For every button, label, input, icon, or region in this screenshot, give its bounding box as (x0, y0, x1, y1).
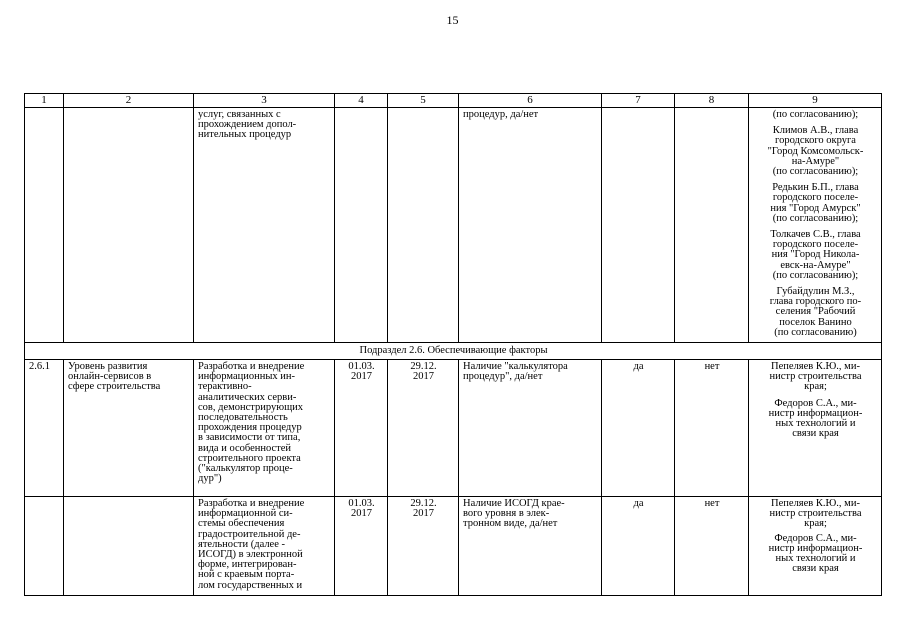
text-line: онлайн-сервисов в (68, 371, 152, 383)
text-line: вида и особенностей (198, 442, 292, 454)
fact-cell: нет (675, 360, 749, 497)
text-line: стемы обеспечения (198, 518, 285, 530)
activity-cell (194, 108, 335, 343)
text-line: Наличие "калькулятора (463, 361, 568, 372)
column-number: 5 (388, 94, 459, 108)
text-line: Федоров С.А., ми- (774, 397, 857, 409)
text-line: (по согласованию) (774, 326, 857, 338)
indicator-cell (64, 360, 194, 497)
criterion-cell (459, 360, 602, 497)
text-line: Федоров С.А., ми- (774, 532, 857, 544)
start-date-cell (335, 360, 388, 497)
text-line: в зависимости от типа, (198, 432, 301, 444)
text-line: лом государственных и (198, 579, 303, 591)
text-line: глава городского по- (769, 296, 862, 308)
plan-cell: да (602, 497, 675, 596)
text-line: 29.12. (410, 361, 437, 372)
text-line: процедур, да/нет (463, 109, 539, 120)
column-number: 2 (64, 94, 194, 108)
text-line: вого уровня в элек- (463, 508, 550, 520)
text-line: Уровень развития (68, 361, 148, 372)
column-number: 8 (675, 94, 749, 108)
text-line: строительного проекта (198, 452, 301, 464)
text-line: "Город Комсомольск- (767, 145, 864, 157)
subsection-row (25, 343, 882, 360)
text-line: Губайдулин М.З., (776, 286, 855, 298)
text-line: Разработка и внедрение (198, 361, 305, 372)
text-line: информационной си- (198, 508, 293, 520)
text-line: Наличие ИСОГД крае- (463, 498, 565, 509)
text-line: информационных ин- (198, 371, 296, 383)
responsible-cell (749, 108, 882, 343)
text-line: последовательность (198, 412, 288, 424)
text-line: тронном виде, да/нет (463, 518, 558, 530)
text-line: терактивно- (198, 381, 252, 393)
text-line: (по согласованию); (772, 269, 859, 281)
text-line: сов, демонстрирующих (198, 401, 304, 413)
text-line: городского поселе- (772, 192, 859, 204)
text-line: прохождением допол- (198, 119, 297, 131)
text-line: нительных процедур (198, 129, 292, 141)
plan-cell (602, 108, 675, 343)
text-line: нистр информацион- (768, 407, 863, 419)
text-line: края; (804, 518, 827, 530)
text-line: края; (804, 381, 827, 393)
text-line: связи края (792, 428, 839, 440)
criterion-cell (459, 497, 602, 596)
text-line: прохождения процедур (198, 422, 302, 434)
number-cell (25, 108, 64, 343)
criterion-cell (459, 108, 602, 343)
text-line: Пепеляев К.Ю., ми- (771, 361, 860, 372)
text-line: (по согласованию); (772, 109, 859, 120)
text-line: 01.03. (348, 498, 375, 509)
text-line: нистр строительства (769, 508, 862, 520)
text-line: 29.12. (410, 498, 437, 509)
table-row (25, 497, 882, 596)
text-line: поселок Ванино (779, 316, 852, 328)
text-line: 01.03. (348, 361, 375, 372)
plan-cell: да (602, 360, 675, 497)
text-line: селения "Рабочий (775, 306, 856, 318)
text-line: ных технологий и (775, 418, 856, 430)
subsection-title: Подраздел 2.6. Обеспечивающие факторы (25, 343, 882, 360)
text-line: аналитических серви- (198, 391, 297, 403)
responsible-cell (749, 360, 882, 497)
column-number: 4 (335, 94, 388, 108)
text-line: нистр строительства (769, 371, 862, 383)
text-line: нистр информацион- (768, 542, 863, 554)
activity-cell (194, 497, 335, 596)
text-line: (по согласованию); (772, 212, 859, 224)
text-line: ятельности (далее - (198, 538, 286, 550)
fact-cell (675, 108, 749, 343)
page-number: 15 (446, 13, 459, 27)
text-line: ния "Город Никола- (771, 249, 860, 261)
measures-table (24, 93, 882, 596)
text-line: ной с краевым порта- (198, 569, 295, 581)
end-date-cell (388, 360, 459, 497)
text-line: сфере строительства (68, 381, 161, 393)
text-line: связи края (792, 563, 839, 575)
text-line: Разработка и внедрение (198, 498, 305, 509)
text-line: на-Амуре" (791, 155, 840, 167)
text-line: форме, интегрирован- (198, 559, 297, 571)
text-line: градостроительной де- (198, 528, 301, 540)
text-line: евск-на-Амуре" (780, 259, 851, 271)
column-number: 7 (602, 94, 675, 108)
column-numbers-row (25, 94, 882, 108)
start-date-cell (335, 497, 388, 596)
text-line: Пепеляев К.Ю., ми- (771, 498, 860, 509)
text-line: процедур", да/нет (463, 371, 543, 383)
text-line: ных технологий и (775, 553, 856, 565)
text-line: дур") (198, 473, 222, 485)
text-line: (по согласованию); (772, 166, 859, 178)
column-number: 9 (749, 94, 882, 108)
table-row (25, 108, 882, 343)
text-line: ("калькулятор проце- (198, 463, 293, 475)
column-number: 1 (25, 94, 64, 108)
end-date-cell (388, 108, 459, 343)
table-row (25, 360, 882, 497)
text-line: ния "Город Амурск" (770, 202, 861, 214)
text-line: 2017 (413, 371, 434, 383)
text-line: Толкачев С.В., глава (770, 229, 861, 241)
end-date-cell (388, 497, 459, 596)
number-cell (25, 497, 64, 596)
indicator-cell (64, 108, 194, 343)
text-line: городского округа (775, 135, 856, 147)
column-number: 6 (459, 94, 602, 108)
column-number: 3 (194, 94, 335, 108)
text-line: 2017 (413, 508, 434, 520)
text-line: Редькин Б.П., глава (772, 182, 859, 194)
text-line: городского поселе- (772, 239, 859, 251)
activity-cell (194, 360, 335, 497)
fact-cell: нет (675, 497, 749, 596)
text-line: услуг, связанных с (198, 109, 281, 120)
responsible-cell (749, 497, 882, 596)
text-line: 2017 (351, 508, 372, 520)
text-line: ИСОГД) в электронной (198, 549, 303, 561)
start-date-cell (335, 108, 388, 343)
text-line: Климов А.В., глава (772, 125, 859, 137)
indicator-cell (64, 497, 194, 596)
text-line: 2017 (351, 371, 372, 383)
number-cell: 2.6.1 (25, 360, 64, 497)
